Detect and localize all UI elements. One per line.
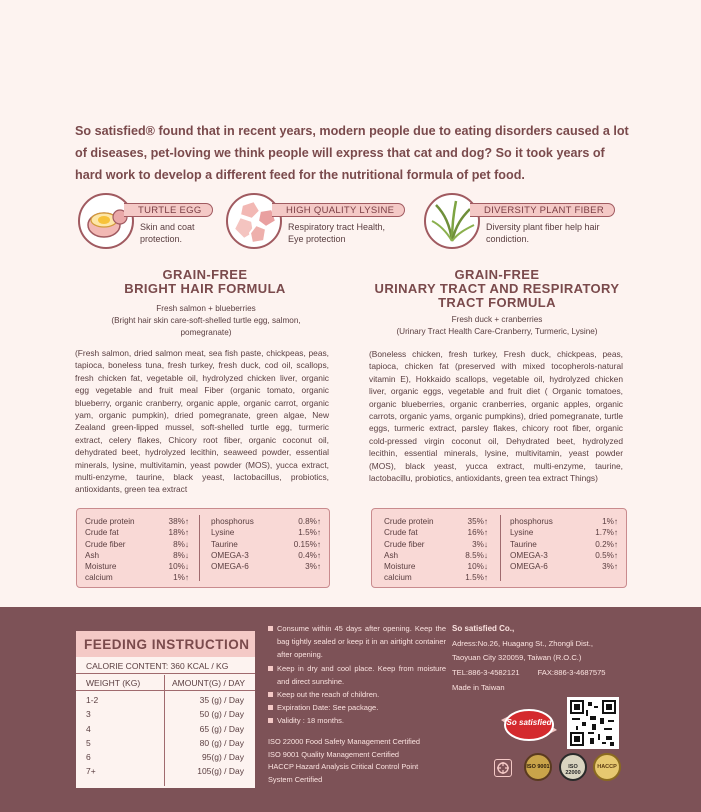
nutrition-col: phosphorus 0.8%↑ Lysine 1.5%↑ Taurine 0.15%↑ OMEGA-3 0.4%↑ OMEGA-6 3%↑ (211, 517, 321, 572)
certifications: ISO 22000 Food Safety Management Certified ISO 9001 Quality Management Certified HACCP Hazard Analysis Critical Control Point System Certified (268, 737, 421, 784)
feeding-header-row: WEIGHT (KG) AMOUNT(G) / DAY (76, 675, 255, 691)
table-row: 4 65 (g) / Day (86, 723, 244, 734)
nutrition-table-left (76, 508, 330, 588)
lysine-molecule-icon (226, 193, 282, 249)
logo-text: So satisfied (506, 718, 552, 727)
list-item: Expiration Date: See package. (268, 701, 446, 714)
plant-fiber-icon (424, 193, 480, 249)
formula-title-left: GRAIN-FREE BRIGHT HAIR FORMULA (124, 267, 286, 296)
feature-desc: Diversity plant fiber help hair condiction. (486, 222, 600, 244)
feature-desc: Skin and coat protection. (140, 222, 195, 244)
feature-title: DIVERSITY PLANT FIBER (470, 203, 615, 217)
company-info: So satisfied Co., Adress:No.26, Huagang St., Zhongli Dist., Taoyuan City 320059, Taiwan (R.O.C.) TEL:886-3-4582121 FAX:886-3-4687575 Made in Taiwan (452, 622, 662, 696)
formula-subtitle-left: Fresh salmon + blueberries (Bright hair skin care-soft-shelled turtle egg, salmon, pomegranate) (111, 304, 301, 337)
company-name: So satisfied Co., (452, 624, 515, 633)
calorie-content: CALORIE CONTENT: 360 KCAL / KG (76, 659, 255, 674)
haccp-badge: HACCP (593, 753, 621, 781)
nutrition-table-right (371, 508, 627, 588)
ingredients-right: (Boneless chicken, fresh turkey, Fresh duck, chickpeas, peas, tapioca, chicken fat (preserved with mixed tocopherols-natural vitamin E), Hokkaido scallops, vegetable oil, hydrolyzed chicken liver, organic eggs, vegetable and fruit diet ( Organic tomatoes, organic blueberries, organic cranberries, organic apples, organic carrots, organic yams, organic pumpkins), dried pomegranate, turtle eggs, turmeric extract, parsley flakes, chicory root fiber, organic cold-pressed virgin coconut oil, Dehydrated beet, hydrolyzed lecithin, essential minerals, lysine, multivitamin, yeast powder (MOS), black yeast, yucca extract, multi-enzyme, taurine, lactobacillu, probiotics, antioxidants, green tea extract Things) (369, 349, 623, 484)
company-contact: TEL:886-3-4582121 FAX:886-3-4687575 (452, 668, 606, 678)
table-row: 7+ 105(g) / Day (86, 766, 244, 777)
feeding-rows (76, 695, 255, 781)
qr-code[interactable] (567, 697, 619, 749)
certification-badges (490, 753, 630, 783)
feature-title: HIGH QUALITY LYSINE (272, 203, 405, 217)
brand-logo (495, 706, 563, 744)
nutrition-col: Crude protein 38%↑ Crude fat 18%↑ Crude fiber 8%↓ Ash 8%↓ Moisture 10%↓ calcium 1%↑ (85, 517, 189, 583)
formula-title-right: GRAIN-FREE URINARY TRACT AND RESPIRATORY TRACT FORMULA (374, 267, 620, 310)
recycle-icon (494, 759, 512, 777)
table-row: 1-2 35 (g) / Day (86, 695, 244, 705)
iso9001-badge: ISO 9001 (524, 753, 552, 781)
table-row: 5 80 (g) / Day (86, 737, 244, 748)
iso22000-badge: ISO 22000 (559, 753, 587, 781)
list-item: Keep out the reach of children. (268, 688, 446, 701)
ingredients-left: (Fresh salmon, dried salmon meat, sea fish paste, chickpeas, peas, tapioca, boneless tuna, fresh turkey, fresh duck, cod oil, scallops, fresh chicken fat, vegetable oil, hydrolyzed chicken liver, organic egg vegetable and fruit meal Fiber (organic tomato, organic blueberry, organic cranberry, organic apple, organic carrot, organic yam, organic pumpkin), dried pomegranate, green algae, New Zealand green-lipped mussel, soft-shelled turtle egg, turmeric extract, celery flakes, Chicory root fiber, organic coconut oil, dehydrated beet, hydrolyzed lecithin, seaweed powder, essential minerals, lysine, multivitamin, yeast powder (MOS), yucca extract, multi-enzyme, taurine, black yeast, lactobacillus, probiotics, antioxidants, green tea extract (75, 348, 329, 495)
feeding-instruction-table (76, 631, 255, 788)
turtle-egg-icon (78, 193, 134, 249)
storage-notes (268, 622, 446, 728)
list-item: Validity : 18 months. (268, 714, 446, 727)
list-item: Keep in dry and cool place. Keep from moisture and direct sunshine. (268, 662, 446, 688)
nutrition-col: phosphorus 1%↑ Lysine 1.7%↑ Taurine 0.2%↑ OMEGA-3 0.5%↑ OMEGA-6 3%↑ (510, 517, 618, 572)
intro-paragraph: So satisfied® found that in recent years, modern people due to eating disorders caused a lot of diseases, pet-loving we think people will express that cat and dog? So it took years of hard work to develop a different feed for the nutritional formula of pet food. (75, 124, 629, 182)
feature-desc: Respiratory tract Health, Eye protection (288, 222, 386, 244)
feature-title: TURTLE EGG (124, 203, 213, 217)
list-item: Consume within 45 days after opening. Keep the bag tightly sealed or keep it in an airtight container after opening. (268, 622, 446, 662)
feeding-title: FEEDING INSTRUCTION (76, 631, 255, 657)
nutrition-col: Crude protein 35%↑ Crude fat 16%↑ Crude fiber 3%↓ Ash 8.5%↓ Moisture 10%↓ calcium 1.5%↑ (384, 517, 488, 583)
table-row: 6 95(g) / Day (86, 752, 244, 763)
formula-subtitle-right: Fresh duck + cranberries (Urinary Tract Health Care-Cranberry, Turmeric, Lysine) (396, 315, 598, 336)
table-row: 3 50 (g) / Day (86, 709, 244, 720)
